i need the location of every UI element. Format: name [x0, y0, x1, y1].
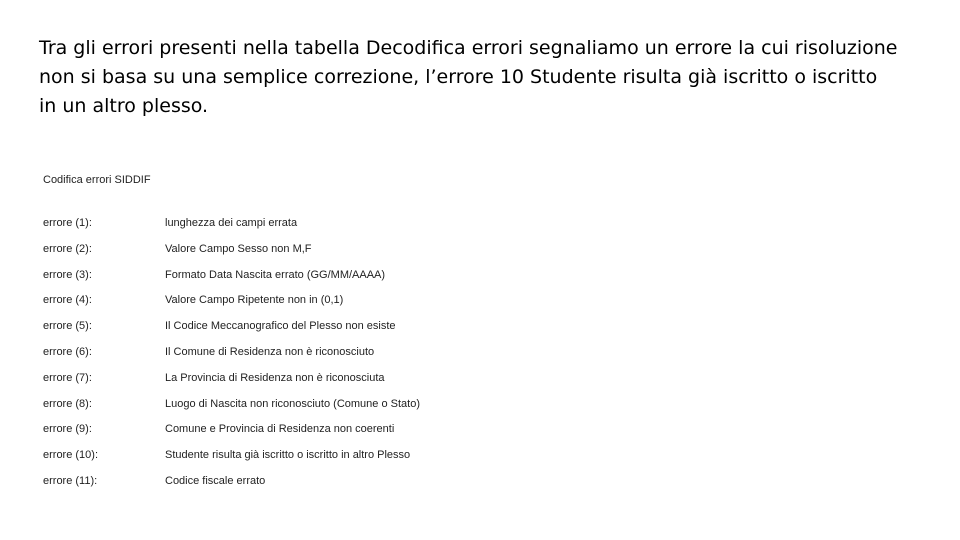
- error-code: errore (8):: [43, 397, 92, 410]
- error-code-table: [43, 170, 420, 495]
- table-row: [43, 288, 420, 314]
- table-row: [43, 443, 420, 469]
- error-description: Valore Campo Sesso non M,F: [165, 242, 312, 255]
- table-row: [43, 366, 420, 392]
- table-row: [43, 263, 420, 289]
- error-code: errore (9):: [43, 423, 92, 436]
- table-row: [43, 211, 420, 237]
- table-row: [43, 314, 420, 340]
- table-row: [43, 392, 420, 418]
- error-description: Il Comune di Residenza non è riconosciuto: [165, 345, 375, 358]
- error-description: Luogo di Nascita non riconosciuto (Comune o Stato): [165, 397, 420, 410]
- error-description: Comune e Provincia di Residenza non coerenti: [165, 423, 395, 436]
- table-row: [43, 417, 420, 443]
- error-code: errore (7):: [43, 371, 92, 384]
- error-description: lunghezza dei campi errata: [165, 217, 298, 229]
- error-description: Formato Data Nascita errato (GG/MM/AAAA): [165, 268, 386, 281]
- error-code: errore (4):: [43, 294, 92, 307]
- table-row: [43, 469, 420, 495]
- error-description: Codice fiscale errato: [165, 474, 266, 487]
- intro-paragraph: Tra gli errori presenti nella tabella Decodifica errori segnaliamo un errore la cui risoluzione non si basa su una semplice correzione, l’errore 10 Studente risulta già iscritto o iscritto in un altro plesso.: [39, 37, 898, 117]
- error-code: errore (5):: [43, 320, 92, 333]
- error-code: errore (11):: [43, 474, 98, 487]
- error-code: errore (2):: [43, 242, 92, 255]
- error-description: Studente risulta già iscritto o iscritto in altro Plesso: [165, 449, 411, 462]
- error-description: Il Codice Meccanografico del Plesso non esiste: [165, 320, 396, 333]
- table-row: [43, 340, 420, 366]
- error-code: errore (1):: [43, 217, 92, 229]
- error-code: errore (6):: [43, 345, 92, 358]
- error-code: errore (10):: [43, 449, 99, 462]
- error-description: La Provincia di Residenza non è riconosciuta: [165, 371, 385, 384]
- table-title: Codifica errori SIDDIF: [43, 174, 151, 186]
- error-description: Valore Campo Ripetente non in (0,1): [165, 294, 344, 307]
- table-row: [43, 237, 420, 263]
- error-code: errore (3):: [43, 268, 92, 281]
